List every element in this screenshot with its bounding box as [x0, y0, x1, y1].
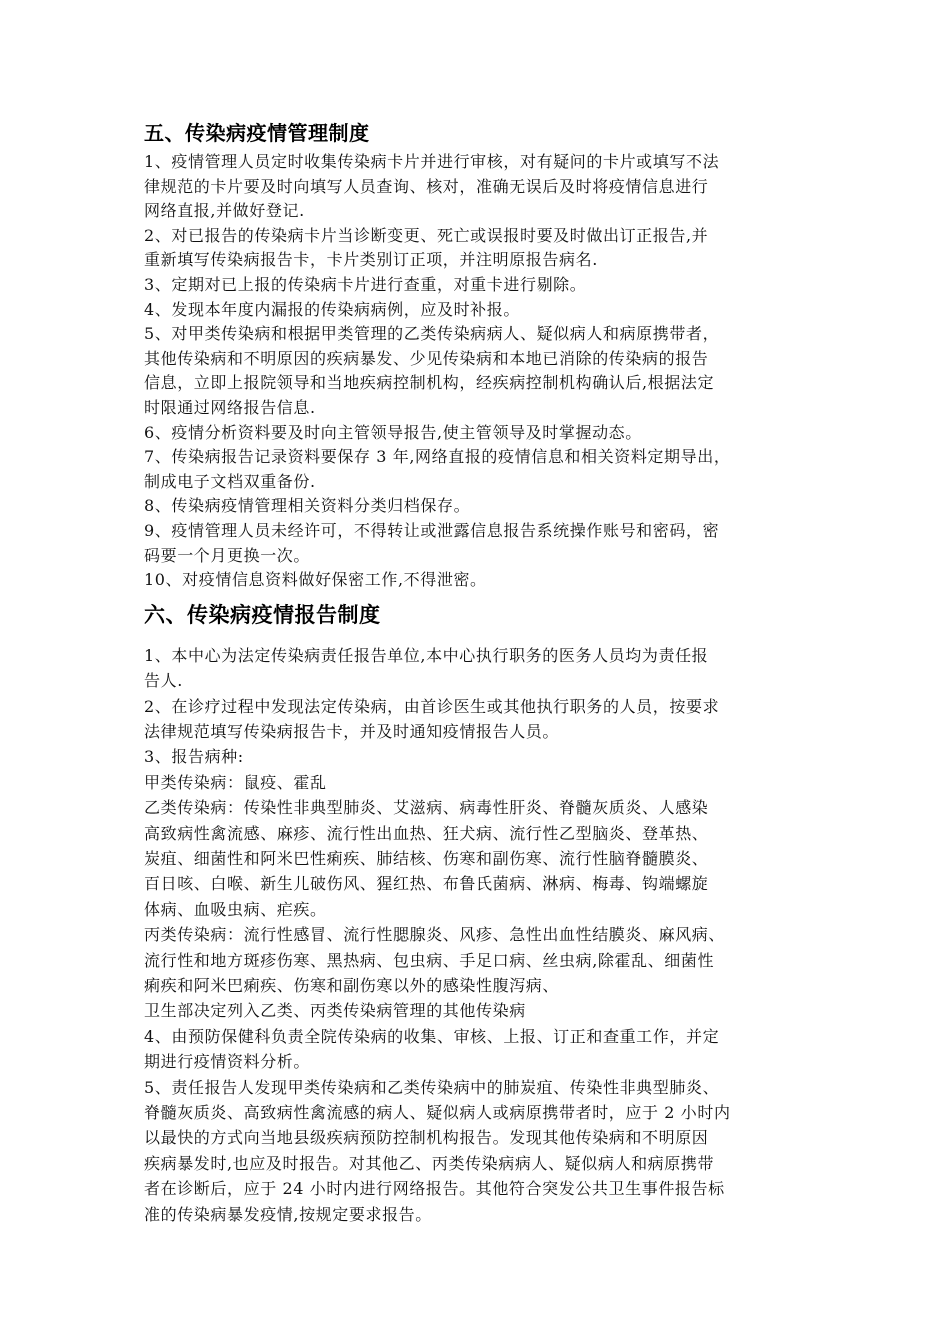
section-6-line: 3、报告病种: — [144, 747, 244, 767]
section-6-line: 百日咳、白喉、新生儿破伤风、猩红热、布鲁氏菌病、淋病、梅毒、钩端螺旋 — [144, 874, 709, 894]
section-5-line: 10、对疫情信息资料做好保密工作,不得泄密。 — [144, 570, 487, 590]
section-5-line: 信息，立即上报院领导和当地疾病控制机构，经疾病控制机构确认后,根据法定 — [144, 373, 715, 393]
section-6-line: 痢疾和阿米巴痢疾、伤寒和副伤寒以外的感染性腹泻病、 — [144, 975, 560, 995]
section-6-line: 体病、血吸虫病、疟疾。 — [144, 899, 327, 919]
section-5-line: 7、传染病报告记录资料要保存 3 年,网络直报的疫情信息和相关资料定期导出， — [144, 447, 731, 467]
section-5-line: 重新填写传染病报告卡，卡片类别订正项，并注明原报告病名. — [144, 250, 598, 270]
section-6-line: 4、由预防保健科负责全院传染病的收集、审核、上报、订正和查重工作，并定 — [144, 1026, 720, 1046]
section-5-line: 9、疫情管理人员未经许可，不得转让或泄露信息报告系统操作账号和密码，密 — [144, 520, 720, 540]
section-6-line: 5、责任报告人发现甲类传染病和乙类传染病中的肺炭疽、传染性非典型肺炎、 — [144, 1077, 720, 1097]
section-5-line: 码要一个月更换一次。 — [144, 545, 311, 565]
section-6-line: 高致病性禽流感、麻疹、流行性出血热、狂犬病、流行性乙型脑炎、登革热、 — [144, 823, 709, 843]
section-5-line: 律规范的卡片要及时向填写人员查询、核对，准确无误后及时将疫情信息进行 — [144, 176, 709, 196]
section-6-line: 脊髓灰质炎、高致病性禽流感的病人、疑似病人或病原携带者时，应于 2 小时内 — [144, 1103, 731, 1122]
section-6-line: 告人. — [144, 671, 183, 691]
section-5-line: 4、发现本年度内漏报的传染病病例，应及时补报。 — [144, 299, 520, 319]
section-5-line: 3、定期对已上报的传染病卡片进行查重，对重卡进行剔除。 — [144, 274, 587, 294]
section-5-title: 五、传染病疫情管理制度 — [144, 121, 370, 145]
section-5-line: 8、传染病疫情管理相关资料分类归档保存。 — [144, 496, 471, 516]
section-5-line: 5、对甲类传染病和根据甲类管理的乙类传染病病人、疑似病人和病原携带者， — [144, 324, 720, 344]
section-5-line: 制成电子文档双重备份. — [144, 471, 316, 491]
section-5-line: 2、对已报告的传染病卡片当诊断变更、死亡或误报时要及时做出订正报告,并 — [144, 225, 709, 245]
section-6-line: 卫生部决定列入乙类、丙类传染病管理的其他传染病 — [144, 1001, 526, 1021]
section-6-line: 乙类传染病：传染性非典型肺炎、艾滋病、病毒性肝炎、脊髓灰质炎、人感染 — [144, 798, 709, 818]
section-6-line: 法律规范填写传染病报告卡，并及时通知疫情报告人员。 — [144, 721, 560, 741]
section-6-line: 准的传染病暴发疫情,按规定要求报告。 — [144, 1204, 432, 1224]
section-5-line: 1、疫情管理人员定时收集传染病卡片并进行审核，对有疑问的卡片或填写不法 — [144, 152, 720, 171]
section-6-line: 者在诊断后，应于 24 小时内进行网络报告。其他符合突发公共卫生事件报告标 — [144, 1179, 725, 1199]
section-6-line: 2、在诊疗过程中发现法定传染病，由首诊医生或其他执行职务的人员，按要求 — [144, 696, 720, 716]
document-page — [144, 118, 820, 1227]
section-6-body — [144, 643, 820, 1227]
section-6-line: 炭疽、细菌性和阿米巴性痢疾、肺结核、伤寒和副伤寒、流行性脑脊髓膜炎、 — [144, 848, 709, 868]
section-6-line: 甲类传染病：鼠疫、霍乱 — [144, 772, 327, 792]
section-6-line: 期进行疫情资料分析。 — [144, 1052, 311, 1072]
section-5-line: 6、疫情分析资料要及时向主管领导报告,使主管领导及时掌握动态。 — [144, 422, 642, 442]
section-6-line: 流行性和地方斑疹伤寒、黑热病、包虫病、手足口病、丝虫病,除霍乱、细菌性 — [144, 950, 715, 970]
section-5-line: 网络直报,并做好登记. — [144, 201, 305, 221]
section-6-line: 疾病暴发时,也应及时报告。对其他乙、丙类传染病病人、疑似病人和病原携带 — [144, 1153, 715, 1173]
section-6-line: 1、本中心为法定传染病责任报告单位,本中心执行职务的医务人员均为责任报 — [144, 645, 709, 665]
section-5-body — [144, 150, 820, 593]
section-5-line: 时限通过网络报告信息. — [144, 397, 316, 417]
section-6-line: 丙类传染病：流行性感冒、流行性腮腺炎、风疹、急性出血性结膜炎、麻风病、 — [144, 925, 726, 945]
section-5-line: 其他传染病和不明原因的疾病暴发、少见传染病和本地已消除的传染病的报告 — [144, 348, 709, 368]
section-6-title: 六、传染病疫情报告制度 — [144, 602, 381, 627]
section-6-line: 以最快的方式向当地县级疾病预防控制机构报告。发现其他传染病和不明原因 — [144, 1128, 709, 1148]
